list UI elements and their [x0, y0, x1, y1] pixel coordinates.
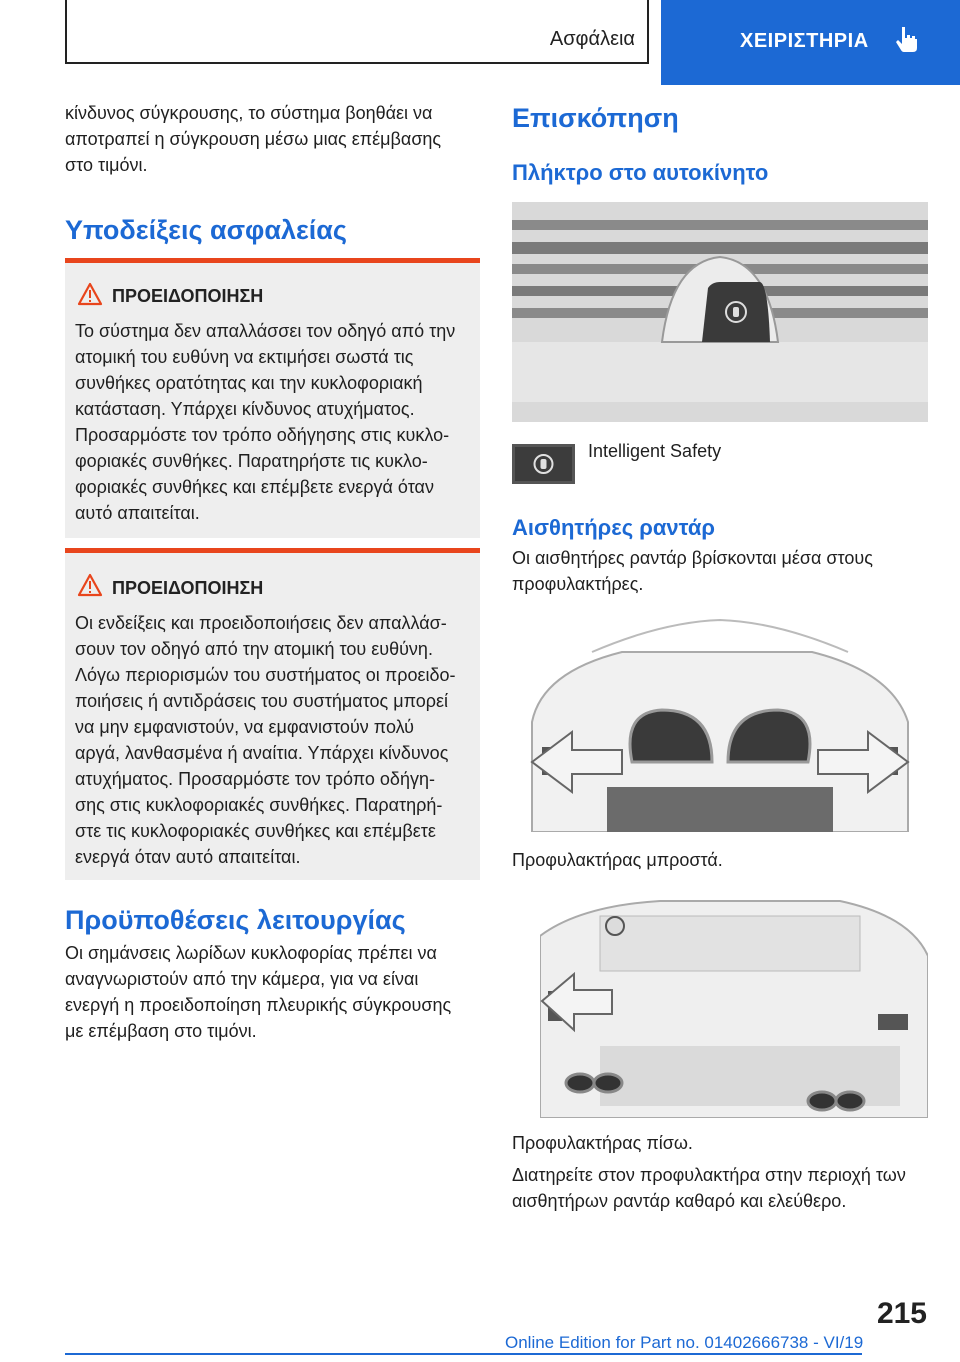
text-line: κατάσταση. Υπάρχει κίνδυνος ατυχήματος.: [75, 399, 415, 419]
front-bumper-photo: [512, 612, 928, 832]
text-line: αναγνωριστούν από την κάμερα, για να είναι: [65, 969, 419, 989]
radar-sensors-heading: Αισθητήρες ραντάρ: [512, 515, 715, 540]
text-line: Οι ενδείξεις και προειδοποιήσεις δεν απαλλάσ-: [75, 613, 447, 633]
safety-heading: Υποδείξεις ασφαλείας: [65, 215, 347, 245]
rear-bumper-photo: [540, 896, 928, 1118]
text-line: ατυχήματος. Προσαρμόστε τον τρόπο οδήγη-: [75, 769, 435, 789]
header-section-title: Ασφάλεια: [549, 28, 635, 50]
warning-title: ΠΡΟΕΙΔΟΠΟΙΗΣΗ: [112, 286, 264, 306]
prerequisites-text: [65, 940, 480, 1044]
radar-sensors-text: [512, 545, 932, 597]
button-heading: Πλήκτρο στο αυτοκίνητο: [512, 160, 769, 185]
text-line: προφυλακτήρες.: [512, 574, 644, 594]
warning-box-2: [65, 548, 480, 880]
warning-bar: [65, 258, 480, 263]
warning-triangle-icon: [77, 573, 103, 597]
text-line: αποτραπεί η σύγκρουση μέσω μιας επέμβασης: [65, 129, 442, 149]
text-line: αργά, λανθασμένα ή αναίτια. Υπάρχει κίνδυνος: [75, 743, 449, 763]
warning-bar: [65, 548, 480, 553]
text-line: Οι σημάνσεις λωρίδων κυκλοφορίας πρέπει να: [65, 943, 437, 963]
text-line: Οι αισθητήρες ραντάρ βρίσκονται μέσα στους: [512, 548, 873, 568]
text-line: αισθητήρων ραντάρ καθαρό και ελεύθερο.: [512, 1191, 847, 1211]
text-line: Λόγω περιορισμών του συστήματος οι προειδο-: [75, 665, 456, 685]
header-section-box: [65, 0, 649, 64]
text-line: Προσαρμόστε τον τρόπο οδήγησης στις κυκλο-: [75, 425, 450, 445]
text-line: ενεργά όταν αυτό απαιτείται.: [75, 847, 301, 867]
text-line: ενεργή η προειδοποίηση πλευρικής σύγκρουσης: [65, 995, 452, 1015]
footer-divider: [65, 1353, 862, 1355]
text-line: κίνδυνος σύγκρουσης, το σύστημα βοηθάει να: [65, 103, 433, 123]
warning-box-1: [65, 258, 480, 538]
text-line: με επέμβαση στο τιμόνι.: [65, 1021, 257, 1041]
text-line: να μην εμφανιστούν, να εμφανιστούν πολύ: [75, 717, 415, 737]
text-line: στε τις κυκλοφοριακές συνθήκες και επέμβετε: [75, 821, 436, 841]
text-line: φοριακές συνθήκες και επέμβετε ενεργά όταν: [75, 477, 434, 497]
intelligent-safety-button-icon: [512, 444, 575, 484]
text-line: Διατηρείτε στον προφυλακτήρα στην περιοχή των: [512, 1165, 906, 1185]
prerequisites-heading: Προϋποθέσεις λειτουργίας: [65, 905, 406, 935]
overview-heading: Επισκόπηση: [512, 103, 679, 133]
text-line: σης στις κυκλοφοριακές συνθήκες. Παρατηρή-: [75, 795, 443, 815]
text-line: στο τιμόνι.: [65, 155, 148, 175]
page-number: 215: [876, 1297, 927, 1330]
warning-triangle-icon: [77, 282, 103, 306]
front-bumper-caption: Προφυλακτήρας μπροστά.: [512, 850, 723, 870]
text-line: αυτό απαιτείται.: [75, 503, 200, 523]
keep-clean-text: [512, 1162, 942, 1214]
rear-bumper-caption: Προφυλακτήρας πίσω.: [512, 1133, 693, 1153]
edition-footer: Online Edition for Part no. 01402666738 - VI/19: [505, 1333, 864, 1352]
intelligent-safety-label: Intelligent Safety: [588, 441, 722, 461]
header-chapter-title: ΧΕΙΡΙΣΤΗΡΙΑ: [740, 30, 869, 52]
text-line: συνθήκες ορατότητας και την κυκλοφοριακή: [75, 373, 423, 393]
text-line: φοριακές συνθήκες. Παρατηρήστε τις κυκλο-: [75, 451, 428, 471]
button-photo: [512, 202, 928, 422]
text-line: ποιήσεις ή αντιδράσεις του συστήματος μπορεί: [75, 691, 449, 711]
intro-paragraph: [65, 100, 480, 178]
hand-pointer-icon: [892, 24, 922, 54]
text-line: ατομική του ευθύνη να εκτιμήσει σωστά τις: [75, 347, 414, 367]
warning-text: [75, 318, 480, 526]
warning-title: ΠΡΟΕΙΔΟΠΟΙΗΣΗ: [112, 578, 264, 598]
text-line: Το σύστημα δεν απαλλάσσει τον οδηγό από την: [75, 321, 456, 341]
warning-text: [75, 610, 480, 870]
text-line: σουν τον οδηγό από την ατομική του ευθύνη.: [75, 639, 433, 659]
